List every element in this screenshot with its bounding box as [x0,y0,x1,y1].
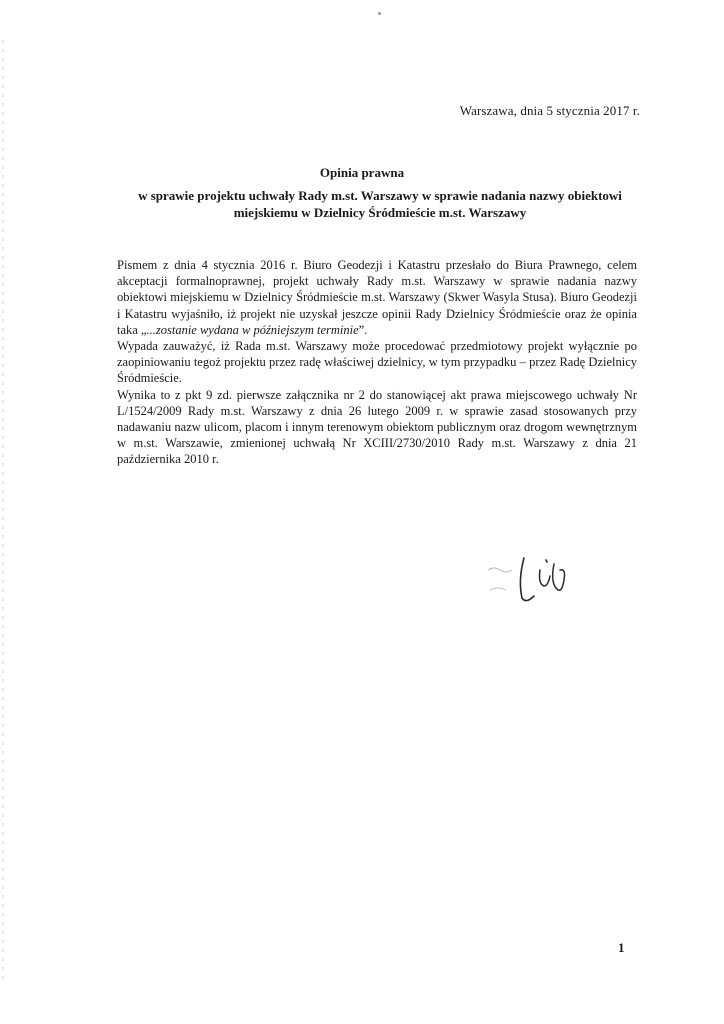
body-paragraph-3: Wynika to z pkt 9 zd. pierwsze załącznika nr 2 do stanowiącej akt prawa miejscowego uchwały Nr L/1524/2009 Rady m.st. Warszawy z dnia 26 lutego 2009 r. w sprawie zasad stosowanych przy nadawaniu nazw ulicom, placom i innym terenowym obiektom publicznym oraz drogom wewnętrznym w m.st. Warszawie, zmienionej uchwałą Nr XCIII/2730/2010 Rady m.st. Warszawy z dnia 21 października 2010 r. [117,387,637,467]
document-subtitle [110,187,650,221]
paragraph-1-text: Pismem z dnia 4 stycznia 2016 r. Biuro Geodezji i Katastru przesłało do Biura Prawnego, celem akceptacji formalnoprawnej, projekt uchwały Rady m.st. Warszawy w sprawie nadania nazwy obiektowi miejskiemu w Dzielnicy Śródmieście m.st. Warszawy (Skwer Wasyla Stusa). Biuro Geodezji i Katastru wyjaśniło, iż projekt nie uzyskał jeszcze opinii Rady Dzielnicy Śródmieście oraz że opinia taka „ [117,258,637,337]
paragraph-1-closing: ”. [358,322,368,337]
scan-artifact-dot [378,12,381,15]
subtitle-line-1: w sprawie projektu uchwały Rady m.st. Warszawy w sprawie nadania nazwy obiektowi [138,188,622,203]
body-paragraph-1 [117,257,637,338]
scan-binding-edge [2,40,4,980]
document-body [117,257,637,468]
paragraph-1-quote: ...zostanie wydana w późniejszym terminie [146,322,359,337]
date-line: Warszawa, dnia 5 stycznia 2017 r. [459,103,640,118]
page-number: 1 [618,940,625,955]
handwritten-signature [484,540,594,610]
body-paragraph-2: Wypada zauważyć, iż Rada m.st. Warszawy może procedować przedmiotowy projekt wyłącznie po zaopiniowaniu tegoż projektu przez radę właściwej dzielnicy, w tym przypadku – przez Radę Dzielnicy Śródmieście. [117,339,637,386]
subtitle-line-2: miejskiemu w Dzielnicy Śródmieście m.st. Warszawy [233,205,527,220]
document-title: Opinia prawna [319,165,405,180]
